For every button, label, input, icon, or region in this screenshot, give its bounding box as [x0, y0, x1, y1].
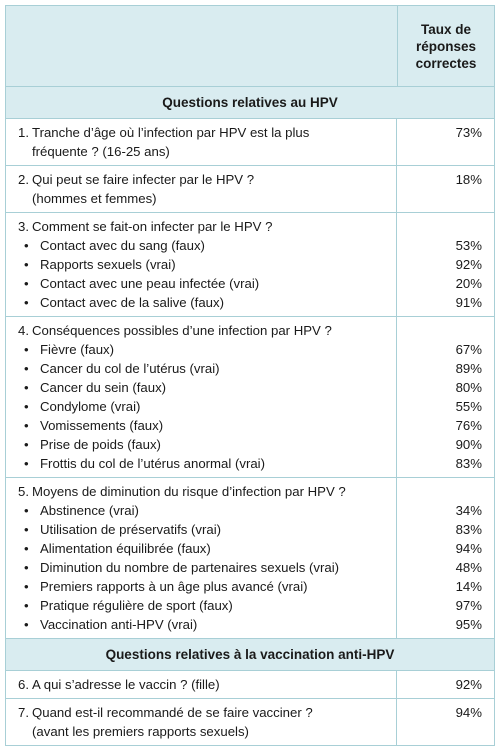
- answer-label: Contact avec une peau infectée (vrai): [40, 276, 260, 291]
- rate-value: 94%: [455, 705, 482, 720]
- bullet: •: [24, 503, 29, 518]
- bullet: •: [24, 617, 29, 632]
- rate-value: 53%: [455, 238, 482, 253]
- survey-table: [5, 5, 495, 746]
- bullet: •: [24, 522, 29, 537]
- rate-value: 73%: [455, 125, 482, 140]
- answer-option: [18, 520, 396, 539]
- question-text: Conséquences possibles d’une infection par HPV ?: [32, 323, 332, 338]
- question-number: 5.: [18, 484, 29, 499]
- answer-option: [18, 359, 396, 378]
- bullet: •: [24, 399, 29, 414]
- bullet: •: [24, 560, 29, 575]
- question-number: 7.: [18, 705, 29, 720]
- answer-label: Alimentation équilibrée (faux): [40, 541, 211, 556]
- table-row-q6: [6, 671, 494, 699]
- rate-value: 90%: [455, 437, 482, 452]
- bullet: •: [24, 295, 29, 310]
- answer-option: [18, 416, 396, 435]
- answer-label: Fièvre (faux): [40, 342, 115, 357]
- table-row-q5: [6, 478, 494, 639]
- question-number: 2.: [18, 172, 29, 187]
- rate-value: 20%: [455, 276, 482, 291]
- answer-label: Contact avec de la salive (faux): [40, 295, 224, 310]
- answer-label: Cancer du sein (faux): [40, 380, 167, 395]
- answer-option: [18, 454, 396, 473]
- bullet: •: [24, 541, 29, 556]
- header-rate-line: Taux de: [420, 21, 471, 37]
- answer-label: Vomissements (faux): [40, 418, 164, 433]
- rate-value: 95%: [455, 617, 482, 632]
- bullet: •: [24, 418, 29, 433]
- bullet: •: [24, 238, 29, 253]
- answer-option: [18, 577, 396, 596]
- bullet: •: [24, 276, 29, 291]
- bullet: •: [24, 598, 29, 613]
- table-row-q2: [6, 166, 494, 213]
- answer-option: [18, 501, 396, 520]
- rate-value: 92%: [455, 677, 482, 692]
- rate-value: 83%: [455, 456, 482, 471]
- header-question-cell: [6, 6, 398, 86]
- answer-option: [18, 274, 396, 293]
- answer-option: [18, 378, 396, 397]
- question-text-continued: (avant les premiers rapports sexuels): [32, 724, 249, 739]
- header-rate-cell: [398, 6, 494, 86]
- rate-value: 14%: [455, 579, 482, 594]
- question-number: 6.: [18, 677, 29, 692]
- bullet: •: [24, 361, 29, 376]
- answer-label: Prise de poids (faux): [40, 437, 161, 452]
- rate-value: 89%: [455, 361, 482, 376]
- table-row-q3: [6, 213, 494, 317]
- rate-value: 92%: [455, 257, 482, 272]
- answer-option: [18, 539, 396, 558]
- answer-label: Rapports sexuels (vrai): [40, 257, 176, 272]
- answer-label: Premiers rapports à un âge plus avancé (vrai): [40, 579, 308, 594]
- answer-label: Pratique régulière de sport (faux): [40, 598, 233, 613]
- answer-label: Utilisation de préservatifs (vrai): [40, 522, 222, 537]
- bullet: •: [24, 342, 29, 357]
- answer-option: [18, 255, 396, 274]
- question-text-continued: (hommes et femmes): [32, 191, 157, 206]
- bullet: •: [24, 257, 29, 272]
- answer-label: Abstinence (vrai): [40, 503, 139, 518]
- table-row-q1: [6, 119, 494, 166]
- answer-option: [18, 435, 396, 454]
- question-text: Moyens de diminution du risque d’infection par HPV ?: [32, 484, 346, 499]
- section-heading-vaccination: Questions relatives à la vaccination anti-HPV: [6, 639, 494, 671]
- answer-label: Diminution du nombre de partenaires sexuels (vrai): [40, 560, 340, 575]
- table-row-q4: [6, 317, 494, 478]
- answer-label: Condylome (vrai): [40, 399, 141, 414]
- rate-value: 34%: [455, 503, 482, 518]
- answer-option: [18, 596, 396, 615]
- table-header: [6, 6, 494, 87]
- bullet: •: [24, 437, 29, 452]
- rate-value: 83%: [455, 522, 482, 537]
- question-text: Qui peut se faire infecter par le HPV ?: [32, 172, 255, 187]
- header-rate-line: réponses: [415, 38, 476, 54]
- question-number: 1.: [18, 125, 29, 140]
- rate-value: 97%: [455, 598, 482, 613]
- table-row-q7: [6, 699, 494, 745]
- rate-value: 67%: [455, 342, 482, 357]
- answer-option: [18, 236, 396, 255]
- rate-value: 80%: [455, 380, 482, 395]
- rate-value: 76%: [455, 418, 482, 433]
- question-number: 3.: [18, 219, 29, 234]
- question-text: Tranche d’âge où l’infection par HPV est la plus: [32, 125, 310, 140]
- answer-label: Contact avec du sang (faux): [40, 238, 205, 253]
- question-number: 4.: [18, 323, 29, 338]
- rate-value: 94%: [455, 541, 482, 556]
- rate-value: 55%: [455, 399, 482, 414]
- rate-value: 18%: [455, 172, 482, 187]
- question-text-continued: fréquente ? (16-25 ans): [32, 144, 170, 159]
- answer-label: Frottis du col de l’utérus anormal (vrai): [40, 456, 265, 471]
- bullet: •: [24, 579, 29, 594]
- answer-label: Cancer du col de l’utérus (vrai): [40, 361, 220, 376]
- bullet: •: [24, 456, 29, 471]
- question-text: Comment se fait-on infecter par le HPV ?: [32, 219, 273, 234]
- question-text: A qui s’adresse le vaccin ? (fille): [32, 677, 220, 692]
- answer-option: [18, 293, 396, 312]
- answer-option: [18, 615, 396, 634]
- answer-option: [18, 340, 396, 359]
- question-text: Quand est-il recommandé de se faire vacciner ?: [32, 705, 313, 720]
- answer-label: Vaccination anti-HPV (vrai): [40, 617, 198, 632]
- rate-value: 48%: [455, 560, 482, 575]
- bullet: •: [24, 380, 29, 395]
- section-heading-hpv: Questions relatives au HPV: [6, 87, 494, 119]
- answer-option: [18, 558, 396, 577]
- header-rate-line: correctes: [415, 55, 477, 71]
- answer-option: [18, 397, 396, 416]
- rate-value: 91%: [455, 295, 482, 310]
